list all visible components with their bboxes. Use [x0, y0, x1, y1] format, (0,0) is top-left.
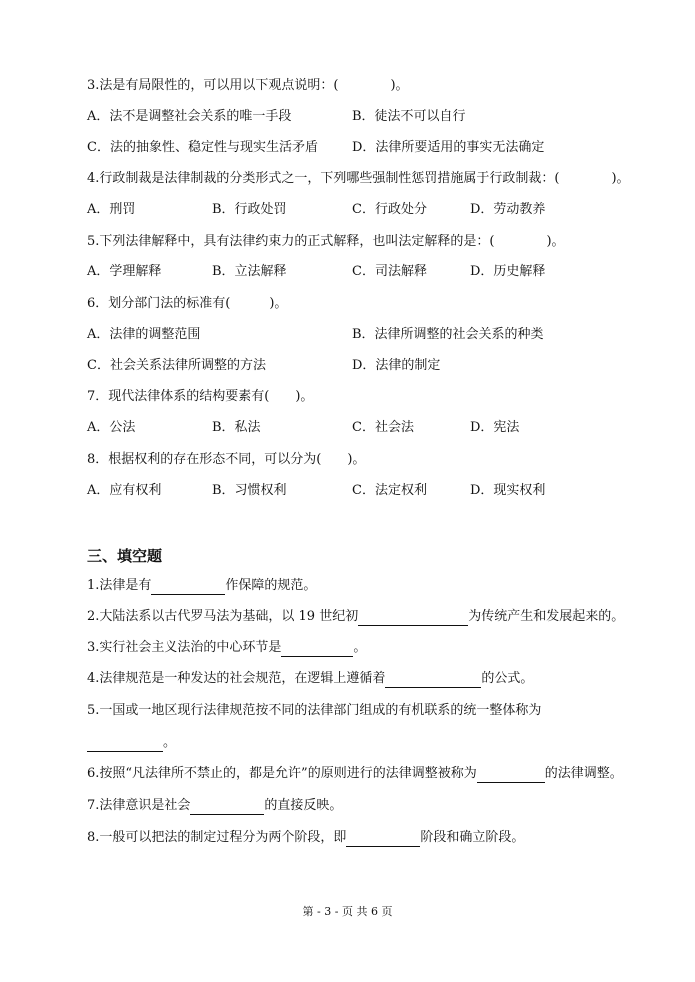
option: D．宪法 — [470, 420, 520, 435]
option: D．法律所要适用的事实无法确定 — [352, 140, 545, 155]
text-after: 的直接反映。 — [264, 798, 343, 813]
option: A．学理解释 — [87, 264, 162, 279]
answer-blank[interactable] — [281, 642, 353, 657]
question-stem: 3.法是有局限性的，可以用以下观点说明：( )。 — [87, 78, 409, 93]
option: C．社会法 — [352, 420, 414, 435]
option: C．司法解释 — [352, 264, 427, 279]
answer-blank[interactable] — [346, 832, 420, 847]
text-after: 的公式。 — [481, 671, 534, 686]
text-after: 作保障的规范。 — [225, 578, 317, 593]
question-stem: 6．划分部门法的标准有( )。 — [87, 296, 288, 311]
answer-blank[interactable] — [87, 737, 163, 752]
question-stem: 8．根据权利的存在形态不同，可以分为( )。 — [87, 452, 366, 467]
fill-blank-item — [87, 670, 533, 688]
answer-blank[interactable] — [190, 800, 264, 815]
text-before: 3.实行社会主义法治的中心环节是 — [87, 640, 282, 655]
option: A．法律的调整范围 — [87, 327, 201, 342]
option: A．刑罚 — [87, 202, 136, 217]
option: B．习惯权利 — [212, 483, 287, 498]
option: A．应有权利 — [87, 483, 162, 498]
question-stem: 5.下列法律解释中，具有法律约束力的正式解释，也叫法定解释的是：( )。 — [87, 234, 565, 249]
text-before: 6.按照“凡法律所不禁止的，都是允许”的原则进行的法律调整被称为 — [87, 766, 477, 781]
fill-blank-item — [87, 577, 316, 595]
option: D．法律的制定 — [352, 358, 441, 373]
option: B．立法解释 — [212, 264, 287, 279]
fill-blank-item — [87, 797, 342, 815]
text-after: 的法律调整。 — [544, 766, 623, 781]
fill-blank-item — [87, 765, 623, 783]
text-before: 1.法律是有 — [87, 578, 152, 593]
option: A．公法 — [87, 420, 136, 435]
text-before: 2.大陆法系以古代罗马法为基础，以 19 世纪初 — [87, 609, 359, 624]
option: C．法的抽象性、稳定性与现实生活矛盾 — [87, 140, 318, 155]
option: B．行政处罚 — [212, 202, 287, 217]
question-stem: 7．现代法律体系的结构要素有( )。 — [87, 389, 314, 404]
option: A．法不是调整社会关系的唯一手段 — [87, 109, 292, 124]
text-after: 为传统产生和发展起来的。 — [468, 609, 625, 624]
answer-blank[interactable] — [385, 673, 481, 688]
fill-blank-item — [87, 608, 624, 626]
question-stem: 4.行政制裁是法律制裁的分类形式之一，下列哪些强制性惩罚措施属于行政制裁：( )。 — [87, 171, 630, 186]
fill-blank-item-continuation — [87, 734, 176, 752]
option: B．徒法不可以自行 — [352, 109, 466, 124]
option: C．社会关系法律所调整的方法 — [87, 358, 266, 373]
text-after: 阶段和确立阶段。 — [420, 830, 525, 845]
answer-blank[interactable] — [358, 611, 468, 626]
option: B．私法 — [212, 420, 261, 435]
option: B．法律所调整的社会关系的种类 — [352, 327, 544, 342]
option: D．劳动教养 — [470, 202, 546, 217]
fill-blank-item-text: 5.一国或一地区现行法律规范按不同的法律部门组成的有机联系的统一整体称为 — [87, 703, 542, 718]
option: C．行政处分 — [352, 202, 427, 217]
page-number-footer: 第 - 3 - 页 共 6 页 — [302, 905, 393, 918]
option: C．法定权利 — [352, 483, 427, 498]
fill-blank-item — [87, 639, 366, 657]
answer-blank[interactable] — [151, 580, 225, 595]
text-after: 。 — [163, 735, 177, 750]
text-before: 4.法律规范是一种发达的社会规范，在逻辑上遵循着 — [87, 671, 386, 686]
text-before: 8.一般可以把法的制定过程分为两个阶段，即 — [87, 830, 347, 845]
option: D．现实权利 — [470, 483, 546, 498]
text-before: 7.法律意识是社会 — [87, 798, 191, 813]
text-after: 。 — [353, 640, 367, 655]
section-heading: 三、填空题 — [87, 547, 163, 565]
option: D．历史解释 — [470, 264, 546, 279]
fill-blank-item — [87, 829, 524, 847]
answer-blank[interactable] — [477, 768, 545, 783]
